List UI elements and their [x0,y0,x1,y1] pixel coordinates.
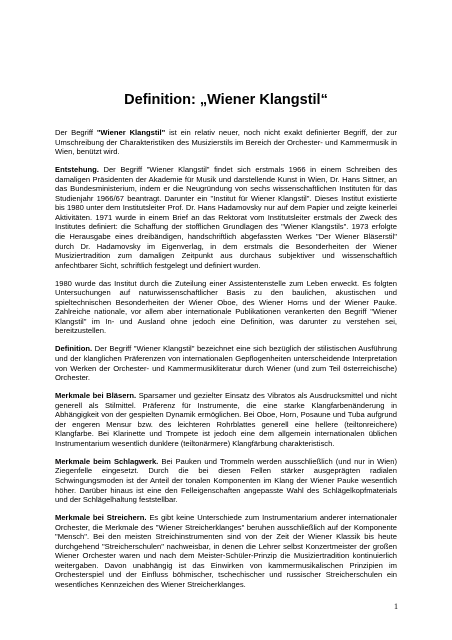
paragraph-heading: Merkmale bei Bläsern. [55,391,137,401]
paragraph-text: 1980 wurde das Institut durch die Zuteilung einer Assistentenstelle zum Leben erweckt. Es folgten Untersuchungen auf naturwissenschaftlicher Basis zu den baulichen, akustischen und spieltechnischen Besonderheiten der Wiener Oboe, des Wiener Horns und der Wiener Pauke. Zahlreiche nationale, vor allem aber internationale Publikationen verankerten den Begriff "Wiener Klangstil" im In- und Ausland ohne jedoch eine Definition, was darunter zu verstehen sei, bereitzustellen. [55,278,397,336]
paragraph-text: Bei Pauken und Trommeln werden ausschließlich (und nur in Wien) Ziegenfelle eingesetzt. Durch die bei diesen Fellen stärker ausgeprägten radialen Schwingungsmoden ist der Anteil der tonalen Komponenten im Klang der Wiener Pauke wesentlich höher. Darüber hinaus ist eine den Felleigenschaften angepasste Wahl des Schlägelkopfmaterials und der Schlägelhaltung feststellbar. [55,456,398,505]
paragraph-text: Der Begriff "Wiener Klangstil" bezeichnet eine sich bezüglich der stilistischen Ausführung und der klanglichen Präferenzen von internationalen Gepflogenheiten unterscheidende Interpretation von Werken der Orchester- und Kammermusikliteratur durch Wiener (und zum Teil österreichische) Orchester. [55,344,397,383]
paragraph-heading: Entstehung. [55,165,99,175]
paragraph-streicher [55,513,397,589]
paragraph-1980 [55,279,397,336]
document-title: Definition: „Wiener Klangstil“ [124,92,328,108]
paragraph-text: Der Begriff "Wiener Klangstil" findet sich erstmals 1966 in einem Schreiben des damaligen Präsidenten der Akademie für Musik und darstellende Kunst in Wien, Dr. Hans Sittner, an das Bundesministerium, indem er die Neugründung von sechs wissenschaftlichen Instituten für das Studienjahr 1966/67 beantragt. Darunter ein "Institut für Wiener Klangstil". Dieses Institut existierte bis 1980 unter dem Institutsleiter Prof. Dr. Hans Hadamovsky nur auf dem Papier und zeigte keinerlei Aktivitäten. 1971 wurde in einem Brief an das Rektorat vom Institutsleiter erstmals der Zweck des Institutes definiert: die Schaffung der stofflichen Grundlagen des "Wiener Klangstils". 1973 erfolgte die Herausgabe eines dreibändigen, handschriftlich abgefassten Werkes "Der Wiener Bläserstil" durch Dr. Hadamovsky im Eigenverlag, in dem erstmals die Besonderheiten der Wiener Musiziertradition zum damaligen Zeitpunkt aus durchaus subjektiver und wissenschaftlich anfechtbarer Sicht, schriftlich festgelegt und definiert wurden. [55,165,397,270]
page-number: 1 [394,602,398,611]
paragraph-intro [55,128,397,157]
paragraph-heading: Definition. [55,344,93,354]
paragraph-schlagwerk [55,457,397,505]
paragraph-text: ist ein relativ neuer, noch nicht exakt definierter Begriff, der zur Umschreibung der Charakteristiken des Musizierstils im Bereich der Orchester- und Kammermusik in Wien, benützt wird. [55,128,397,157]
paragraph-blaeser [55,391,397,448]
paragraph-heading: Merkmale beim Schlagwerk. [55,456,159,466]
paragraph-prefix: Der Begriff [55,128,97,137]
paragraph-heading: Merkmale bei Streichern. [55,513,147,523]
paragraph-text: Es gibt keine Unterschiede zum Instrumentarium anderer internationaler Orchester, die Merkmale des "Wiener Streicherklanges" beruhen ausschließlich auf der Komponente "Mensch". Bei den meisten Streichinstrumenten sind von der Zeit der Wiener Klassik bis heute durchgehend "Streicherschulen" nachweisbar, in denen die Lehrer selbst Konzertmeister der großen Wiener Orchester waren und nach dem Meister-Schüler-Prinzip die Musiziertradition kontinuierlich weitergaben. Davon unabhängig ist das Einwirken von kammermusikalischen Prinzipien im Orchesterspiel und der Einfluss böhmischer, tschechischer und russischer Streicherschulen ein wesentliches Kennzeichen des Wiener Streicherklanges. [55,513,398,589]
term-wiener-klangstil: "Wiener Klangstil" [96,128,166,137]
paragraph-definition [55,344,397,382]
paragraph-entstehung [55,165,397,270]
paragraph-text: Sparsamer und gezielter Einsatz des Vibratos als Ausdrucksmittel und nicht generell als Stilmittel. Präferenz für Instrumente, die eine starke Klangfarbenänderung in Abhängigkeit von der gespielten Dynamik ermöglichen. Bei Oboe, Horn, Posaune und Tuba aufgrund der engeren Mensur bzw. des leichteren Rohrblattes generell eine hellere (teiltonreichere) Klangfarbe. Bei Klarinette und Trompete ist jedoch eine dem allgemein internationalen üblichen Instrumentarium wesentlich dunklere (teiltonärmere) Klangfärbung charakteristisch. [55,391,397,448]
